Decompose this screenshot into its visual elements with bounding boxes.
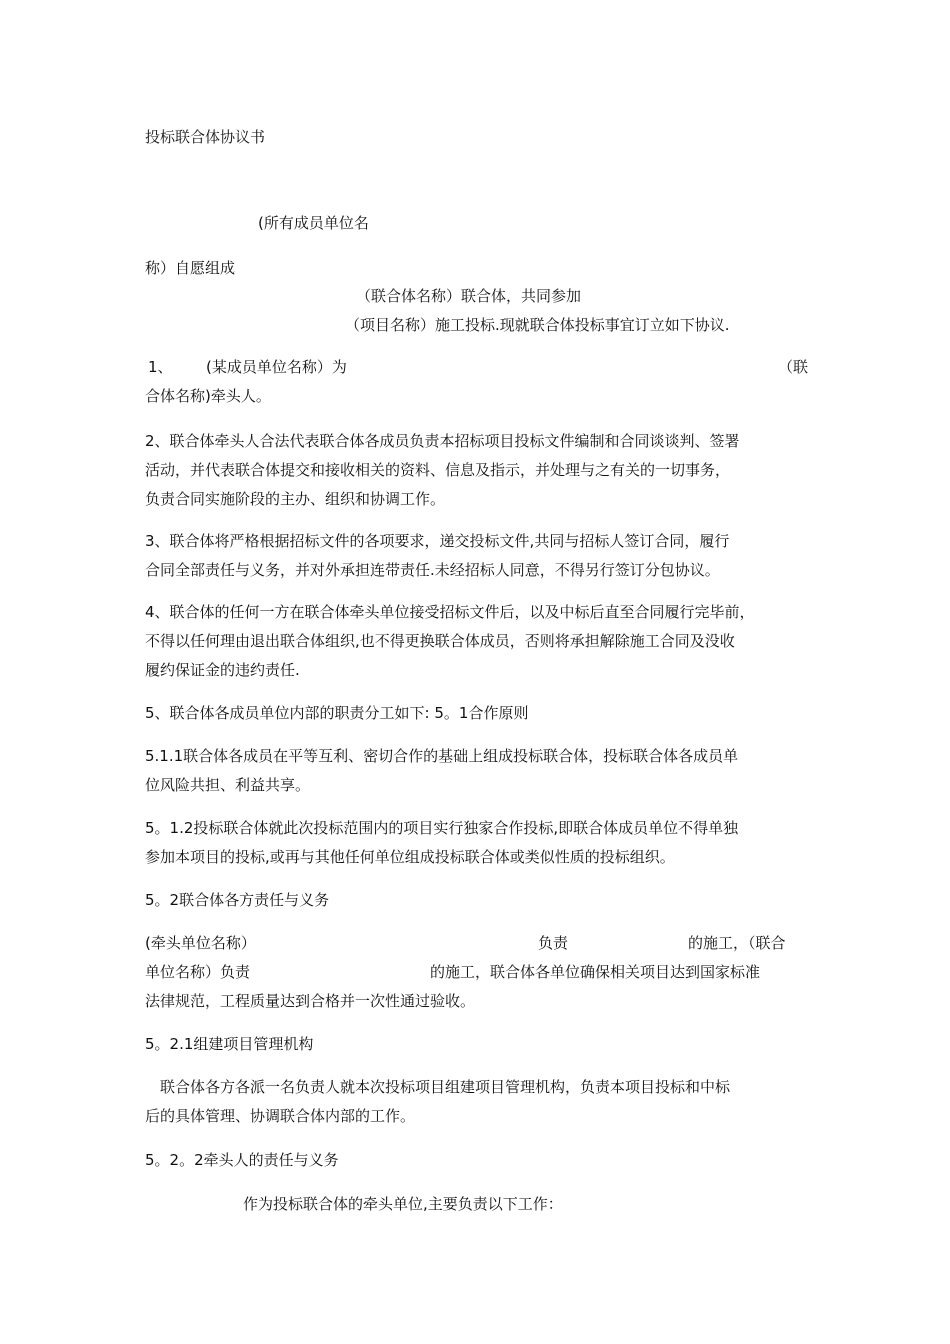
intro-line-4: （项目名称）施工投标.现就联合体投标事宜订立如下协议.	[345, 316, 730, 334]
clause-5-2-1-line-2: 后的具体管理、协调联合体内部的工作。	[145, 1107, 416, 1125]
clause-5-1-1-line-1: 5.1.1联合体各成员在平等互利、密切合作的基础上组成投标联合体，投标联合体各成员单	[145, 747, 739, 765]
clause-5-2-heading: 5。2联合体各方责任与义务	[145, 891, 330, 909]
clause-5-2-line-1a: (牵头单位名称）	[145, 934, 256, 952]
intro-line-1: (所有成员单位名	[258, 214, 369, 232]
clause-5-2-line-1c: 的施工，（联合	[688, 934, 786, 952]
clause-5-1-2-line-1: 5。1.2投标联合体就此次投标范围内的项目实行独家合作投标,即联合体成员单位不得单独	[145, 819, 739, 837]
clause-3-line-1: 3、联合体将严格根据招标文件的各项要求，递交投标文件,共同与招标人签订合同，履行	[145, 532, 730, 550]
clause-5-2-line-2a: 单位名称）负责	[145, 963, 251, 981]
clause-4-line-1: 4、联合体的任何一方在联合体牵头单位接受招标文件后，以及中标后直至合同履行完毕前，	[145, 603, 755, 621]
clause-5-2-2-heading: 5。2。2牵头人的责任与义务	[145, 1151, 339, 1169]
clause-2-line-3: 负责合同实施阶段的主办、组织和协调工作。	[145, 490, 446, 508]
clause-1-text-right: （联	[778, 358, 809, 376]
clause-5-2-line-3: 法律规范，工程质量达到合格并一次性通过验收。	[145, 992, 476, 1010]
clause-1-line-2: 合体名称)牵头人。	[145, 387, 271, 405]
clause-5-2-1-heading: 5。2.1组建项目管理机构	[145, 1035, 314, 1053]
clause-2-line-2: 活动，并代表联合体提交和接收相关的资料、信息及指示，并处理与之有关的一切事务，	[145, 461, 731, 479]
clause-5-heading: 5、联合体各成员单位内部的职责分工如下: 5。1合作原则	[145, 704, 529, 722]
clause-5-2-line-1b: 负责	[538, 934, 569, 952]
clause-5-1-1-line-2: 位风险共担、利益共享。	[145, 776, 311, 794]
clause-1-number: 1、	[148, 358, 173, 376]
clause-1-text: (某成员单位名称）为	[206, 358, 347, 376]
intro-line-3: （联合体名称）联合体，共同参加	[356, 287, 582, 305]
clause-4-line-2: 不得以任何理由退出联合体组织,也不得更换联合体成员，否则将承担解除施工合同及没收	[145, 632, 735, 650]
intro-line-2: 称）自愿组成	[145, 259, 236, 277]
clause-4-line-3: 履约保证金的违约责任.	[145, 661, 300, 679]
clause-5-2-line-2b: 的施工，联合体各单位确保相关项目达到国家标准	[430, 963, 761, 981]
document-title: 投标联合体协议书	[145, 128, 266, 146]
clause-5-1-2-line-2: 参加本项目的投标,或再与其他任何单位组成投标联合体或类似性质的投标组织。	[145, 848, 675, 866]
clause-5-2-1-line-1: 联合体各方各派一名负责人就本次投标项目组建项目管理机构，负责本项目投标和中标	[160, 1078, 731, 1096]
clause-3-line-2: 合同全部责任与义务，并对外承担连带责任.未经招标人同意，不得另行签订分包协议。	[145, 561, 720, 579]
clause-5-2-2-line-1: 作为投标联合体的牵头单位,主要负责以下工作：	[243, 1195, 563, 1213]
clause-2-line-1: 2、联合体牵头人合法代表联合体各成员负责本招标项目投标文件编制和合同谈谈判、签署	[145, 432, 740, 450]
